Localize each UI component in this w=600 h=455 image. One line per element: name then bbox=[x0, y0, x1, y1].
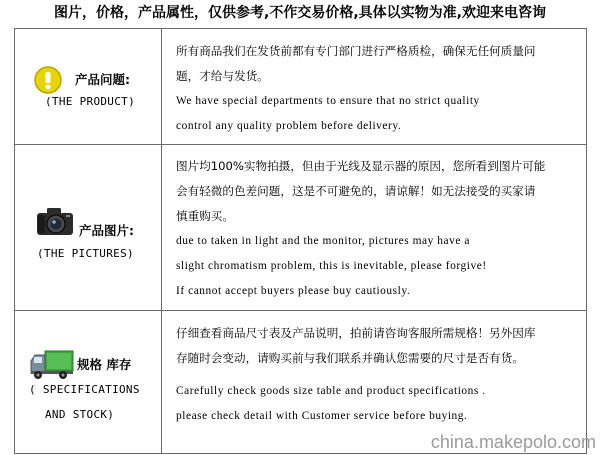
delivery-truck-icon bbox=[29, 349, 75, 381]
row-title-en: AND STOCK) bbox=[45, 408, 115, 421]
table-row-pictures bbox=[15, 145, 586, 311]
camera-icon bbox=[35, 205, 75, 237]
row-title-cn: 规格 库存 bbox=[77, 357, 132, 372]
content-line: please check detail with Customer service before buying. bbox=[176, 410, 468, 422]
page-header: 图片，价格，产品属性，仅供参考,不作交易价格,具体以实物为准,欢迎来电咨询 bbox=[54, 5, 546, 21]
row-title-cn: 产品图片: bbox=[79, 223, 134, 238]
content-line: 会有轻微的色差问题，这是不可避免的，请谅解！如无法接受的买家请 bbox=[176, 184, 536, 198]
row-label-cell bbox=[15, 145, 162, 310]
content-line: due to taken in light and the monitor, pictures may have a bbox=[176, 235, 470, 247]
content-line: 存随时会变动，请购买前与我们联系并确认您需要的尺寸是否有货。 bbox=[176, 351, 524, 365]
content-line: 慎重购买。 bbox=[176, 209, 234, 223]
content-line: control any quality problem before delivery. bbox=[176, 120, 402, 132]
row-title-en: ( SPECIFICATIONS bbox=[29, 383, 140, 396]
row-title-en: (THE PICTURES) bbox=[37, 247, 134, 260]
content-line: 所有商品我们在发货前都有专门部门进行严格质检，确保无任何质量问 bbox=[176, 44, 536, 58]
row-label-cell bbox=[15, 311, 162, 454]
row-content-cell bbox=[162, 29, 586, 144]
content-line: Carefully check goods size table and product specifications . bbox=[176, 385, 486, 397]
content-line: If cannot accept buyers please buy cautiously. bbox=[176, 285, 411, 297]
warning-circle-icon bbox=[33, 65, 63, 95]
content-line: 图片均100%实物拍摄，但由于光线及显示器的原因，您所看到图片可能 bbox=[176, 159, 546, 173]
row-title-en: (THE PRODUCT) bbox=[45, 95, 135, 108]
row-content-cell bbox=[162, 145, 586, 310]
row-label-cell bbox=[15, 29, 162, 144]
content-line: 题，才给与发货。 bbox=[176, 69, 269, 83]
content-line: 仔细查看商品尺寸表及产品说明，拍前请咨询客服所需规格！另外因库 bbox=[176, 326, 536, 340]
table-row-product bbox=[15, 29, 586, 145]
content-line: slight chromatism problem, this is inevitable, please forgive! bbox=[176, 260, 487, 272]
content-line: We have special departments to ensure that no strict quality bbox=[176, 95, 480, 107]
watermark-text: china.makepolo.com bbox=[430, 432, 596, 452]
row-title-cn: 产品问题: bbox=[75, 72, 130, 87]
info-table bbox=[14, 28, 587, 454]
